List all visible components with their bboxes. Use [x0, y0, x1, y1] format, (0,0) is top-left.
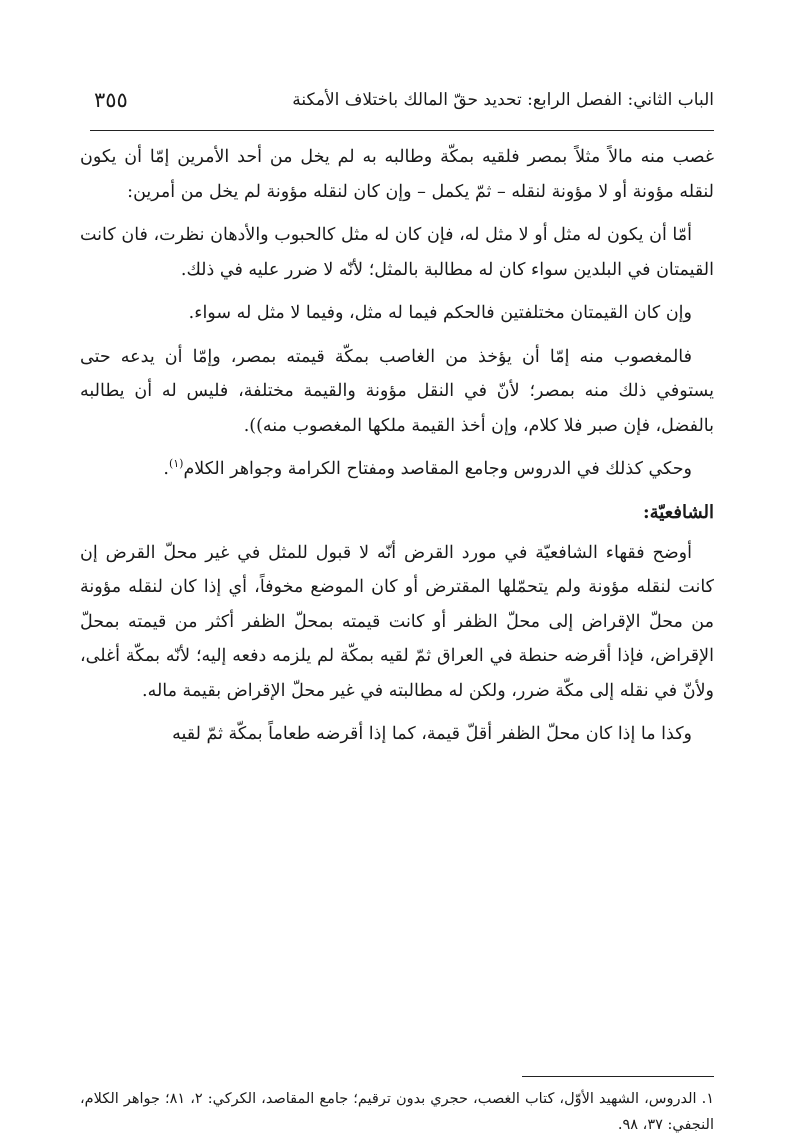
paragraph-1: غصب منه مالاً مثلاً بمصر فلقيه بمكّة وطالبه به لم يخل من أحد الأمرين إمّا أن يكون لنقله مؤونة أو لا مؤونة لنقله – ثمّ يكمل – وإن كان لنقله مؤونة لم يخل من أمرين:: [80, 147, 714, 202]
paragraph-3: وإن كان القيمتان مختلفتين فالحكم فيما له مثل، وفيما لا مثل له سواء.: [188, 303, 692, 323]
chapter-title: الباب الثاني: الفصل الرابع: تحديد حقّ المالك باختلاف الأمكنة: [292, 90, 714, 110]
header-rule: [90, 130, 714, 131]
footnote-marker[interactable]: (١): [168, 457, 184, 471]
shafii-paragraph-2: وكذا ما إذا كان محلّ الظفر أقلّ قيمة، كما إذا أقرضه طعاماً بمكّة ثمّ لقيه: [172, 724, 692, 744]
footnote-rule: [522, 1076, 714, 1077]
section-heading: الشافعيّة:: [642, 501, 714, 523]
footnote: ١. الدروس، الشهيد الأوّل، كتاب الغصب، حجري بدون ترقيم؛ جامع المقاصد، الكركي: ٢، ٨١؛ جواهر الكلام، النجفي: ٣٧، ٩٨.: [80, 1091, 714, 1133]
running-header: [90, 88, 714, 122]
body-text: [80, 140, 714, 761]
shafii-paragraph-1: أوضح فقهاء الشافعيّة في مورد القرض أنّه لا قبول للمثل في غير محلّ القرض إن كانت لنقله مؤونة ولم يتحمّلها المقترض أو كان الموضع مخوفاً، أي إذا كان لنقله مؤونة من محلّ الإقراض إلى محلّ الظفر أو كانت قيمته بمحلّ الظفر أكثر من قيمته بمحلّ الإقراض، فإذا أقرضه حنطة في العراق ثمّ لقيه بمكّة لم يلزمه دفعه إليه؛ لأنّه بمكّة أغلى، ولأنّ في نقله إلى مكّة ضرر، ولكن له مطالبته في غير محلّ الإقراض بقيمة ماله.: [80, 542, 714, 701]
paragraph-2: أمّا أن يكون له مثل أو لا مثل له، فإن كان له مثل كالحبوب والأدهان نظرت، فان كانت القيمتان في البلدين سواء كان له مطالبة بالمثل؛ لأنّه لا ضرر عليه في ذلك.: [80, 225, 714, 280]
paragraph-5-text: وحكي كذلك في الدروس وجامع المقاصد ومفتاح الكرامة وجواهر الكلام: [183, 459, 692, 479]
paragraph-4: فالمغصوب منه إمّا أن يؤخذ من الغاصب بمكّة قيمته بمصر، وإمّا أن يدعه حتى يستوفي ذلك منه بمصر؛ لأنّ في النقل مؤونة والقيمة مختلفة، فليس له أن يطالبه بالفضل، فإن صبر فلا كلام، وإن أخذ القيمة ملكها المغصوب منه)).: [80, 346, 714, 436]
paragraph-5-period: .: [163, 459, 169, 479]
paragraph-5: [80, 452, 714, 487]
page-number: ٣٥٥: [94, 88, 128, 112]
